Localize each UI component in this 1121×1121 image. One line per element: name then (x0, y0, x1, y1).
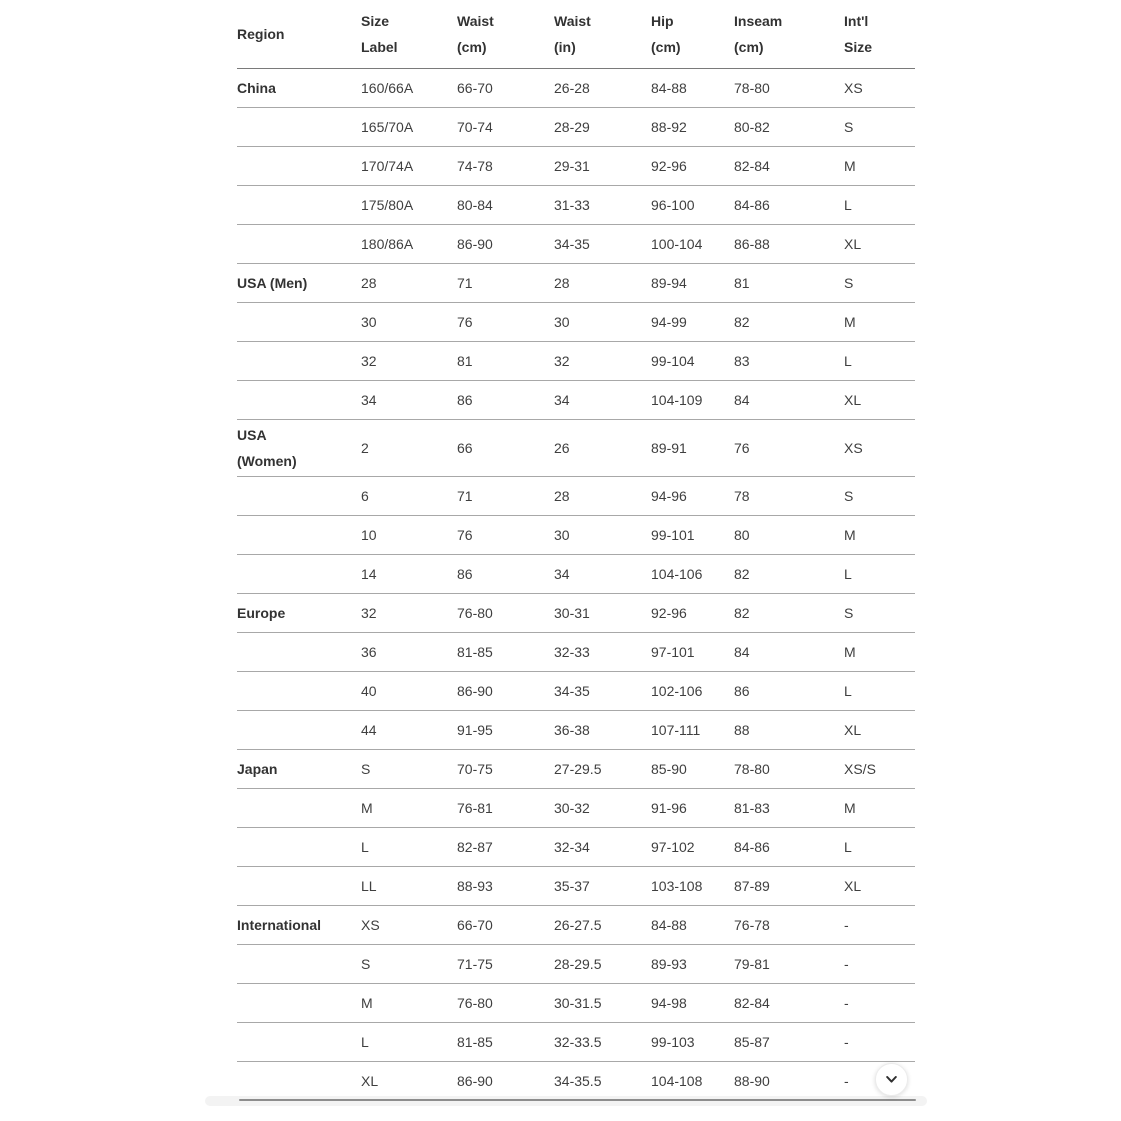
column-header-line: Inseam (734, 12, 783, 29)
table-cell: 92-96 (651, 593, 734, 632)
table-cell: 89-91 (651, 419, 734, 476)
size-chart-table (237, 0, 915, 1101)
region-cell-empty (237, 1061, 361, 1100)
table-cell: 91-95 (457, 710, 554, 749)
table-cell: 84-88 (651, 905, 734, 944)
table-cell: 70-75 (457, 749, 554, 788)
table-cell: 71-75 (457, 944, 554, 983)
table-cell: S (844, 107, 915, 146)
table-cell: 76 (734, 419, 844, 476)
table-cell: 70-74 (457, 107, 554, 146)
column-header-size-label (361, 0, 457, 68)
table-cell: L (844, 554, 915, 593)
table-cell: 89-94 (651, 263, 734, 302)
table-cell: 86-90 (457, 1061, 554, 1100)
table-cell: 31-33 (554, 185, 651, 224)
region-cell-empty (237, 107, 361, 146)
column-header-line: (cm) (651, 38, 681, 55)
column-header-line: (in) (554, 38, 576, 55)
table-cell: 80 (734, 515, 844, 554)
table-cell: L (361, 1022, 457, 1061)
table-cell: 32 (361, 341, 457, 380)
table-cell: 34-35 (554, 224, 651, 263)
column-header-inseam-cm (734, 0, 844, 68)
table-cell: 86-90 (457, 224, 554, 263)
table-cell: M (844, 302, 915, 341)
column-header-region (237, 0, 361, 68)
column-header-line: (cm) (457, 38, 487, 55)
region-cell-empty (237, 1022, 361, 1061)
region-cell-empty (237, 224, 361, 263)
table-row (237, 263, 915, 302)
table-cell: 99-103 (651, 1022, 734, 1061)
table-header (237, 0, 915, 68)
table-cell: 71 (457, 263, 554, 302)
table-cell: 81-85 (457, 1022, 554, 1061)
table-cell: 160/66A (361, 68, 457, 107)
table-cell: 82 (734, 593, 844, 632)
table-cell: 30 (554, 515, 651, 554)
table-cell: 40 (361, 671, 457, 710)
column-header-line: Waist (554, 12, 591, 29)
table-row (237, 554, 915, 593)
table-cell: 91-96 (651, 788, 734, 827)
table-row (237, 905, 915, 944)
table-cell: S (844, 263, 915, 302)
chevron-down-icon (884, 1072, 899, 1087)
table-cell: - (844, 944, 915, 983)
table-cell: M (361, 983, 457, 1022)
table-cell: 30-31 (554, 593, 651, 632)
table-cell: 76 (457, 302, 554, 341)
table-cell: XS/S (844, 749, 915, 788)
table-cell: 102-106 (651, 671, 734, 710)
table-cell: LL (361, 866, 457, 905)
table-cell: 104-109 (651, 380, 734, 419)
table-cell: 28 (554, 263, 651, 302)
table-cell: 82-87 (457, 827, 554, 866)
table-row (237, 593, 915, 632)
table-cell: 36 (361, 632, 457, 671)
table-cell: 92-96 (651, 146, 734, 185)
table-cell: 66 (457, 419, 554, 476)
table-cell: 78-80 (734, 68, 844, 107)
region-cell-empty (237, 476, 361, 515)
table-cell: 99-101 (651, 515, 734, 554)
table-cell: 30 (361, 302, 457, 341)
region-cell-empty (237, 515, 361, 554)
table-cell: S (361, 749, 457, 788)
table-cell: 99-104 (651, 341, 734, 380)
region-cell-empty (237, 302, 361, 341)
table-cell: 97-102 (651, 827, 734, 866)
table-row (237, 515, 915, 554)
table-cell: 94-99 (651, 302, 734, 341)
table-cell: 76-78 (734, 905, 844, 944)
table-cell: 85-90 (651, 749, 734, 788)
region-cell-empty (237, 827, 361, 866)
table-cell: XS (361, 905, 457, 944)
expand-button[interactable] (875, 1063, 908, 1096)
table-cell: M (844, 632, 915, 671)
table-cell: 89-93 (651, 944, 734, 983)
column-header-hip-cm (651, 0, 734, 68)
table-cell: L (844, 671, 915, 710)
table-row (237, 380, 915, 419)
column-header-line: Size (361, 12, 390, 29)
table-cell: 30-31.5 (554, 983, 651, 1022)
table-cell: 78 (734, 476, 844, 515)
table-row (237, 185, 915, 224)
table-cell: 28-29 (554, 107, 651, 146)
table-row (237, 866, 915, 905)
region-cell-empty (237, 632, 361, 671)
table-cell: 10 (361, 515, 457, 554)
table-row (237, 710, 915, 749)
table-cell: 84 (734, 380, 844, 419)
table-cell: 32 (554, 341, 651, 380)
table-row (237, 1022, 915, 1061)
table-cell: 74-78 (457, 146, 554, 185)
table-cell: 86 (734, 671, 844, 710)
table-cell: M (844, 146, 915, 185)
table-cell: 76-80 (457, 593, 554, 632)
column-header-line: Hip (651, 12, 674, 29)
table-cell: 30 (554, 302, 651, 341)
table-row (237, 146, 915, 185)
table-cell: 29-31 (554, 146, 651, 185)
region-label: Japan (237, 749, 361, 788)
table-cell: 32-33.5 (554, 1022, 651, 1061)
region-label: International (237, 905, 361, 944)
table-cell: XL (844, 380, 915, 419)
column-header-intl-size (844, 0, 915, 68)
table-cell: 2 (361, 419, 457, 476)
region-label: Europe (237, 593, 361, 632)
region-cell-empty (237, 146, 361, 185)
table-cell: 28 (361, 263, 457, 302)
table-cell: 81-83 (734, 788, 844, 827)
table-cell: S (361, 944, 457, 983)
table-cell: 83 (734, 341, 844, 380)
table-cell: 107-111 (651, 710, 734, 749)
table-cell: 26-28 (554, 68, 651, 107)
table-cell: 82 (734, 554, 844, 593)
table-row (237, 983, 915, 1022)
region-cell-empty (237, 983, 361, 1022)
table-cell: 88 (734, 710, 844, 749)
table-row (237, 944, 915, 983)
table-cell: - (844, 1022, 915, 1061)
table-row (237, 749, 915, 788)
horizontal-scrollbar[interactable] (205, 1096, 927, 1106)
table-cell: 82-84 (734, 983, 844, 1022)
table-cell: 87-89 (734, 866, 844, 905)
table-cell: 34 (361, 380, 457, 419)
column-header-waist-in (554, 0, 651, 68)
table-cell: 104-108 (651, 1061, 734, 1100)
table-cell: 32-34 (554, 827, 651, 866)
table-row (237, 68, 915, 107)
column-header-line: (cm) (734, 38, 764, 55)
region-cell-empty (237, 788, 361, 827)
table-cell: 88-90 (734, 1061, 844, 1100)
table-cell: 78-80 (734, 749, 844, 788)
table-cell: 86 (457, 380, 554, 419)
table-cell: 27-29.5 (554, 749, 651, 788)
table-cell: 80-84 (457, 185, 554, 224)
table-cell: 34 (554, 554, 651, 593)
table-cell: L (844, 827, 915, 866)
table-cell: XL (844, 710, 915, 749)
table-row (237, 419, 915, 476)
table-cell: 88-92 (651, 107, 734, 146)
region-label: China (237, 68, 361, 107)
table-cell: 28-29.5 (554, 944, 651, 983)
table-cell: 100-104 (651, 224, 734, 263)
table-cell: 84 (734, 632, 844, 671)
table-cell: 32-33 (554, 632, 651, 671)
table-cell: XS (844, 68, 915, 107)
table-cell: 103-108 (651, 866, 734, 905)
table-cell: 79-81 (734, 944, 844, 983)
column-header-line: Waist (457, 12, 494, 29)
region-label: USA (Men) (237, 263, 361, 302)
scrollbar-thumb[interactable] (239, 1099, 916, 1101)
table-cell: 34-35.5 (554, 1061, 651, 1100)
table-header-row (237, 0, 915, 68)
table-cell: 175/80A (361, 185, 457, 224)
table-cell: L (844, 341, 915, 380)
table-cell: 86 (457, 554, 554, 593)
table-row (237, 302, 915, 341)
table-cell: 6 (361, 476, 457, 515)
table-cell: 66-70 (457, 68, 554, 107)
table-cell: XS (844, 419, 915, 476)
table-cell: 26 (554, 419, 651, 476)
table-cell: 104-106 (651, 554, 734, 593)
region-cell-empty (237, 554, 361, 593)
table-cell: - (844, 983, 915, 1022)
table-cell: 26-27.5 (554, 905, 651, 944)
table-cell: S (844, 593, 915, 632)
column-header-line: Region (237, 25, 285, 42)
table-cell: XL (844, 866, 915, 905)
column-header-line: Label (361, 38, 398, 55)
region-cell-empty (237, 341, 361, 380)
table-cell: 94-98 (651, 983, 734, 1022)
table-cell: L (844, 185, 915, 224)
region-cell-empty (237, 944, 361, 983)
column-header-line: Int'l (844, 12, 869, 29)
table-cell: 34-35 (554, 671, 651, 710)
table-cell: 32 (361, 593, 457, 632)
table-row (237, 632, 915, 671)
table-row (237, 341, 915, 380)
table-cell: 35-37 (554, 866, 651, 905)
region-label: USA (Women) (237, 419, 361, 476)
region-cell-empty (237, 380, 361, 419)
table-cell: 66-70 (457, 905, 554, 944)
table-cell: 84-86 (734, 827, 844, 866)
region-cell-empty (237, 671, 361, 710)
table-cell: 82-84 (734, 146, 844, 185)
table-cell: M (844, 515, 915, 554)
table-cell: 81-85 (457, 632, 554, 671)
table-cell: 76 (457, 515, 554, 554)
table-cell: 81 (734, 263, 844, 302)
table-cell: L (361, 827, 457, 866)
table-cell: 94-96 (651, 476, 734, 515)
table-cell: M (844, 788, 915, 827)
table-cell: 85-87 (734, 1022, 844, 1061)
table-cell: 80-82 (734, 107, 844, 146)
table-row (237, 827, 915, 866)
table-cell: 86-90 (457, 671, 554, 710)
table-cell: 14 (361, 554, 457, 593)
table-cell: 96-100 (651, 185, 734, 224)
table-cell: 36-38 (554, 710, 651, 749)
table-cell: 86-88 (734, 224, 844, 263)
table-cell: 97-101 (651, 632, 734, 671)
table-cell: - (844, 1061, 915, 1100)
table-cell: XL (361, 1061, 457, 1100)
table-cell: 76-81 (457, 788, 554, 827)
table-cell: 44 (361, 710, 457, 749)
column-header-waist-cm (457, 0, 554, 68)
table-row (237, 788, 915, 827)
table-cell: 84-88 (651, 68, 734, 107)
table-row (237, 224, 915, 263)
table-cell: S (844, 476, 915, 515)
table-row (237, 476, 915, 515)
region-cell-empty (237, 185, 361, 224)
table-cell: 180/86A (361, 224, 457, 263)
table-cell: 76-80 (457, 983, 554, 1022)
column-header-line: Size (844, 38, 873, 55)
table-cell: 28 (554, 476, 651, 515)
table-cell: 81 (457, 341, 554, 380)
table-row (237, 1061, 915, 1100)
table-row (237, 107, 915, 146)
table-cell: - (844, 905, 915, 944)
table-cell: M (361, 788, 457, 827)
table-row (237, 671, 915, 710)
region-cell-empty (237, 710, 361, 749)
table-cell: 71 (457, 476, 554, 515)
table-cell: 30-32 (554, 788, 651, 827)
table-cell: 88-93 (457, 866, 554, 905)
table-cell: 34 (554, 380, 651, 419)
table-cell: 165/70A (361, 107, 457, 146)
table-cell: 170/74A (361, 146, 457, 185)
table-cell: 84-86 (734, 185, 844, 224)
table-cell: 82 (734, 302, 844, 341)
region-cell-empty (237, 866, 361, 905)
table-cell: XL (844, 224, 915, 263)
